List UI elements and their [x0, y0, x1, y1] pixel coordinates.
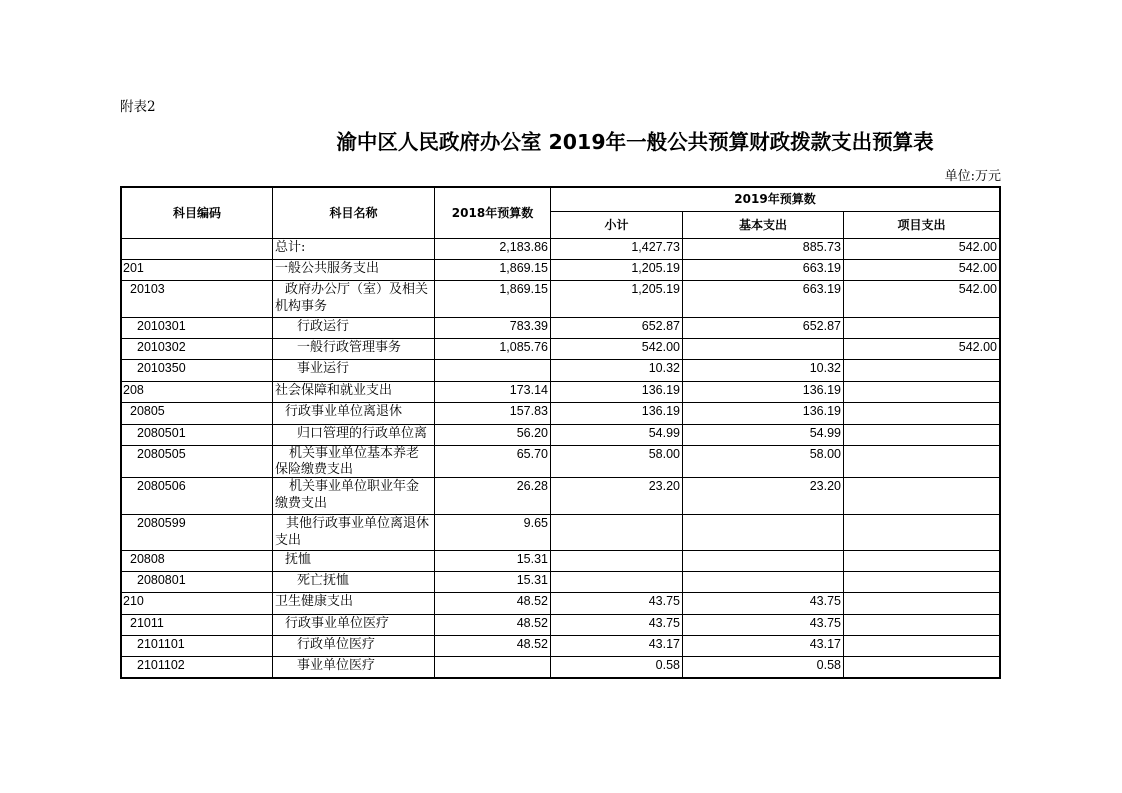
subtotal-2019-cell: 10.32 [551, 360, 682, 381]
budget-2018-cell: 9.65 [435, 515, 550, 550]
subject-name-cell: 机关事业单位职业年金缴费支出 [273, 478, 434, 514]
project-expenditure-cell [844, 572, 999, 592]
unit-label: 单位:万元 [944, 169, 1001, 184]
attachment-label: 附表2 [120, 99, 156, 115]
subject-code-cell: 2080801 [122, 572, 272, 592]
basic-expenditure-cell [683, 551, 843, 571]
budget-2018-cell: 2,183.86 [435, 239, 550, 259]
basic-expenditure-cell: 58.00 [683, 446, 843, 477]
subject-code-cell: 201 [122, 260, 272, 280]
subject-code-cell: 2080505 [122, 446, 272, 477]
header-subject-name: 科目名称 [273, 188, 434, 238]
budget-2018-cell: 15.31 [435, 551, 550, 571]
budget-2018-cell: 65.70 [435, 446, 550, 477]
basic-expenditure-cell: 43.17 [683, 636, 843, 656]
basic-expenditure-cell: 136.19 [683, 382, 843, 402]
subtotal-2019-cell: 54.99 [551, 425, 682, 445]
subject-name-cell: 社会保障和就业支出 [273, 382, 434, 402]
subject-code-cell: 2101101 [122, 636, 272, 656]
basic-expenditure-cell: 885.73 [683, 239, 843, 259]
budget-2018-cell: 1,869.15 [435, 281, 550, 317]
subtotal-2019-cell: 542.00 [551, 339, 682, 359]
budget-2018-cell [435, 657, 550, 677]
subtotal-2019-cell: 0.58 [551, 657, 682, 677]
basic-expenditure-cell [683, 572, 843, 592]
header-budget-2019: 2019年预算数 [551, 188, 999, 211]
basic-expenditure-cell: 0.58 [683, 657, 843, 677]
subtotal-2019-cell: 23.20 [551, 478, 682, 514]
budget-2018-cell: 48.52 [435, 636, 550, 656]
subject-name-cell: 事业单位医疗 [273, 657, 434, 677]
header-project-expenditure: 项目支出 [844, 212, 999, 238]
project-expenditure-cell: 542.00 [844, 239, 999, 259]
subject-code-cell: 20805 [122, 403, 272, 424]
project-expenditure-cell [844, 382, 999, 402]
subject-code-cell: 2010350 [122, 360, 272, 381]
subject-code-cell: 20103 [122, 281, 272, 317]
subject-code-cell: 2101102 [122, 657, 272, 677]
subject-name-cell: 行政单位医疗 [273, 636, 434, 656]
subtotal-2019-cell [551, 572, 682, 592]
project-expenditure-cell [844, 657, 999, 677]
subject-name-cell: 卫生健康支出 [273, 593, 434, 614]
subject-name-cell: 一般行政管理事务 [273, 339, 434, 359]
budget-2018-cell: 173.14 [435, 382, 550, 402]
subject-code-cell: 2080506 [122, 478, 272, 514]
subtotal-2019-cell: 652.87 [551, 318, 682, 338]
budget-table [120, 186, 1001, 679]
project-expenditure-cell: 542.00 [844, 281, 999, 317]
subject-code-cell: 2080501 [122, 425, 272, 445]
subtotal-2019-cell: 58.00 [551, 446, 682, 477]
subject-name-cell: 机关事业单位基本养老保险缴费支出 [273, 446, 434, 477]
subject-code-cell [122, 239, 272, 259]
subtotal-2019-cell: 136.19 [551, 403, 682, 424]
basic-expenditure-cell [683, 515, 843, 550]
basic-expenditure-cell: 54.99 [683, 425, 843, 445]
project-expenditure-cell [844, 425, 999, 445]
project-expenditure-cell [844, 551, 999, 571]
budget-2018-cell: 1,869.15 [435, 260, 550, 280]
basic-expenditure-cell: 663.19 [683, 281, 843, 317]
project-expenditure-cell [844, 403, 999, 424]
subtotal-2019-cell [551, 551, 682, 571]
subject-name-cell: 行政事业单位医疗 [273, 615, 434, 635]
subtotal-2019-cell: 43.75 [551, 593, 682, 614]
basic-expenditure-cell: 23.20 [683, 478, 843, 514]
project-expenditure-cell [844, 515, 999, 550]
budget-2018-cell: 48.52 [435, 593, 550, 614]
subject-code-cell: 2010302 [122, 339, 272, 359]
subtotal-2019-cell: 136.19 [551, 382, 682, 402]
project-expenditure-cell: 542.00 [844, 260, 999, 280]
basic-expenditure-cell: 43.75 [683, 615, 843, 635]
subject-code-cell: 20808 [122, 551, 272, 571]
subtotal-2019-cell [551, 515, 682, 550]
subtotal-2019-cell: 43.17 [551, 636, 682, 656]
subtotal-2019-cell: 1,205.19 [551, 281, 682, 317]
project-expenditure-cell [844, 360, 999, 381]
header-basic-expenditure: 基本支出 [683, 212, 843, 238]
subject-name-cell: 行政运行 [273, 318, 434, 338]
project-expenditure-cell [844, 615, 999, 635]
subject-code-cell: 21011 [122, 615, 272, 635]
basic-expenditure-cell: 136.19 [683, 403, 843, 424]
subtotal-2019-cell: 43.75 [551, 615, 682, 635]
subject-name-cell: 抚恤 [273, 551, 434, 571]
budget-2018-cell: 48.52 [435, 615, 550, 635]
project-expenditure-cell [844, 593, 999, 614]
subject-name-cell: 一般公共服务支出 [273, 260, 434, 280]
header-budget-2018: 2018年预算数 [435, 188, 550, 238]
project-expenditure-cell: 542.00 [844, 339, 999, 359]
project-expenditure-cell [844, 636, 999, 656]
subject-code-cell: 210 [122, 593, 272, 614]
subject-name-cell: 行政事业单位离退休 [273, 403, 434, 424]
budget-2018-cell: 1,085.76 [435, 339, 550, 359]
subject-name-cell: 归口管理的行政单位离 [273, 425, 434, 445]
subtotal-2019-cell: 1,427.73 [551, 239, 682, 259]
subject-name-cell: 政府办公厅（室）及相关机构事务 [273, 281, 434, 317]
budget-2018-cell: 15.31 [435, 572, 550, 592]
header-subject-code: 科目编码 [122, 188, 272, 238]
page-title: 渝中区人民政府办公室 2019年一般公共预算财政拨款支出预算表 [336, 130, 934, 154]
subject-code-cell: 2010301 [122, 318, 272, 338]
basic-expenditure-cell [683, 339, 843, 359]
basic-expenditure-cell: 652.87 [683, 318, 843, 338]
subject-name-cell: 总计: [273, 239, 434, 259]
basic-expenditure-cell: 663.19 [683, 260, 843, 280]
basic-expenditure-cell: 10.32 [683, 360, 843, 381]
budget-2018-cell: 157.83 [435, 403, 550, 424]
budget-2018-cell: 56.20 [435, 425, 550, 445]
subject-name-cell: 死亡抚恤 [273, 572, 434, 592]
project-expenditure-cell [844, 318, 999, 338]
project-expenditure-cell [844, 446, 999, 477]
subject-code-cell: 2080599 [122, 515, 272, 550]
budget-2018-cell: 783.39 [435, 318, 550, 338]
subject-name-cell: 其他行政事业单位离退休支出 [273, 515, 434, 550]
header-subtotal: 小计 [551, 212, 682, 238]
subtotal-2019-cell: 1,205.19 [551, 260, 682, 280]
basic-expenditure-cell: 43.75 [683, 593, 843, 614]
project-expenditure-cell [844, 478, 999, 514]
subject-name-cell: 事业运行 [273, 360, 434, 381]
subject-code-cell: 208 [122, 382, 272, 402]
budget-2018-cell: 26.28 [435, 478, 550, 514]
budget-2018-cell [435, 360, 550, 381]
